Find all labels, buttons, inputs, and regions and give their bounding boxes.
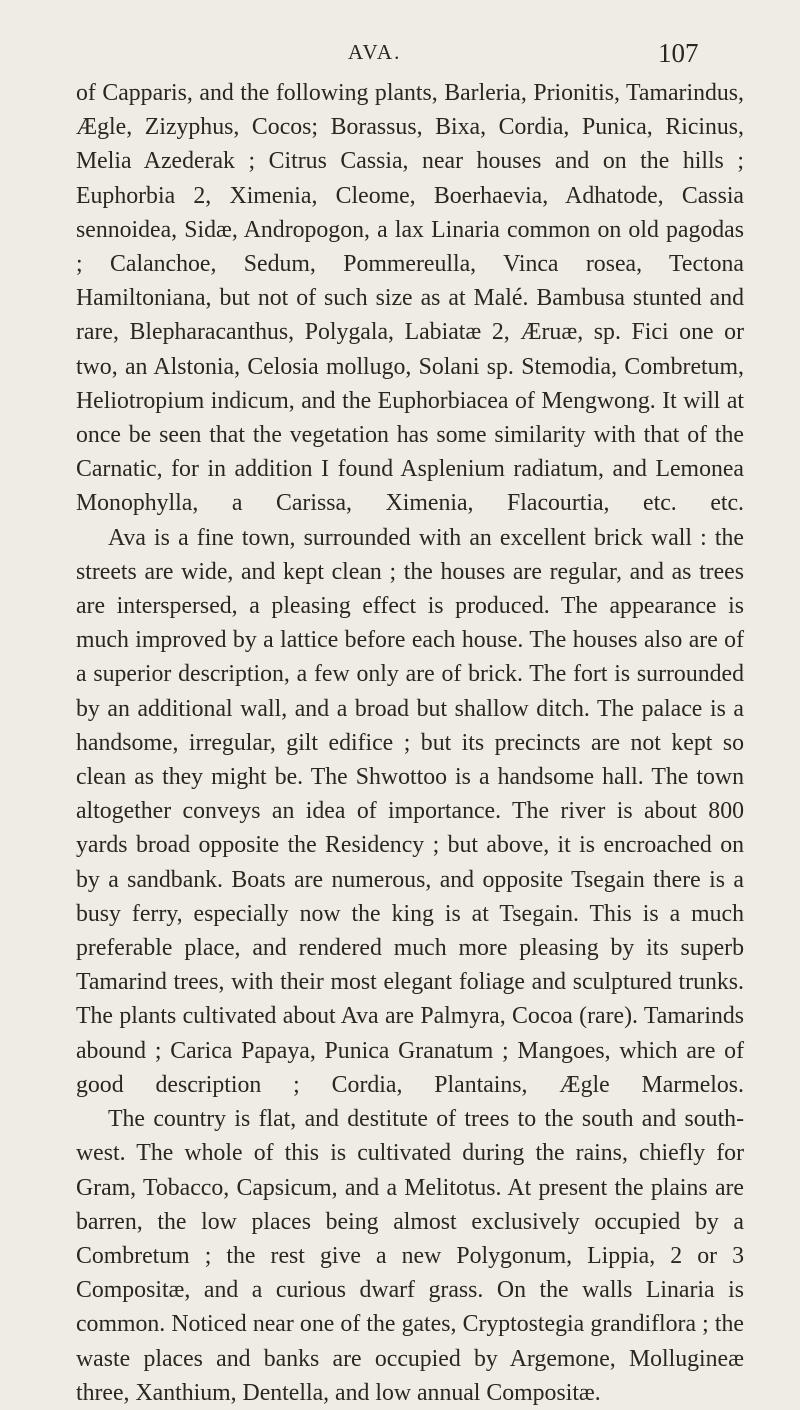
- paragraph-country-plains: The country is flat, and destitute of trees to the south and south-west. The whole of this is cultivated during the rains, chiefly for Gram, Tobacco, Capsicum, and a Melitotus. At present the plains are barren, the low places being almost exclusively occupied by a Combretum ; the rest give a new Polygonum, Lippia, 2 or 3 Compositæ, and a curious dwarf grass. On the walls Linaria is common. Noticed near one of the gates, Cryptostegia grandiflora ; the waste places and banks are occupied by Argemone, Mollugineæ three, Xanthium, Dentella, and low annual Compositæ.: [76, 1106, 744, 1406]
- header-title: AVA.: [348, 40, 402, 64]
- running-header: [0, 38, 800, 70]
- paragraph-ava-town: Ava is a fine town, surrounded with an excellent brick wall : the streets are wide, and kept clean ; the houses are regular, and as trees are interspersed, a pleasing effect is produced. The appearance is much improved by a lattice before each house. The houses also are of a superior description, a few only are of brick. The fort is surrounded by an additional wall, and a broad but shallow ditch. The palace is a handsome, irregular, gilt edifice ; but its precincts are not kept so clean as they might be. The Shwottoo is a handsome hall. The town altogether conveys an idea of importance. The river is about 800 yards broad opposite the Residency ; but above, it is encroached on by a sandbank. Boats are numerous, and opposite Tsegain there is a busy ferry, especially now the king is at Tsegain. This is a much preferable place, and rendered much more pleasing by its superb Tamarind trees, with their most elegant foliage and sculptured trunks. The plants cultivated about Ava are Palmyra, Cocoa (rare). Tamarinds abound ; Carica Papaya, Punica Granatum ; Mangoes, which are of good description ; Cordia, Plantains, Ægle Marmelos.: [76, 524, 744, 1098]
- body-text: [76, 76, 744, 1410]
- page-number: 107: [658, 38, 699, 68]
- paragraph-vegetation-list: of Capparis, and the following plants, Barleria, Prionitis, Tamarindus, Ægle, Zizyphus, Cocos; Borassus, Bixa, Cordia, Punica, Ricinus, Melia Azederak ; Citrus Cassia, near houses and on the hills ; Euphorbia 2, Ximenia, Cleome, Boerhaevia, Adhatode, Cassia sennoidea, Sidæ, Andropogon, a lax Linaria common on old pagodas ; Calanchoe, Sedum, Pommereulla, Vinca rosea, Tectona Hamiltoniana, but not of such size as at Malé. Bambusa stunted and rare, Blepharacanthus, Polygala, Labiatæ 2, Æruæ, sp. Fici one or two, an Alstonia, Celosia mollugo, Solani sp. Stemodia, Combretum, Heliotropium indicum, and the Euphorbiacea of Mengwong. It will at once be seen that the vegetation has some similarity with that of the Carnatic, for in addition I found Asplenium radiatum, and Lemonea Monophylla, a Carissa, Ximenia, Flacourtia, etc. etc.: [76, 80, 744, 517]
